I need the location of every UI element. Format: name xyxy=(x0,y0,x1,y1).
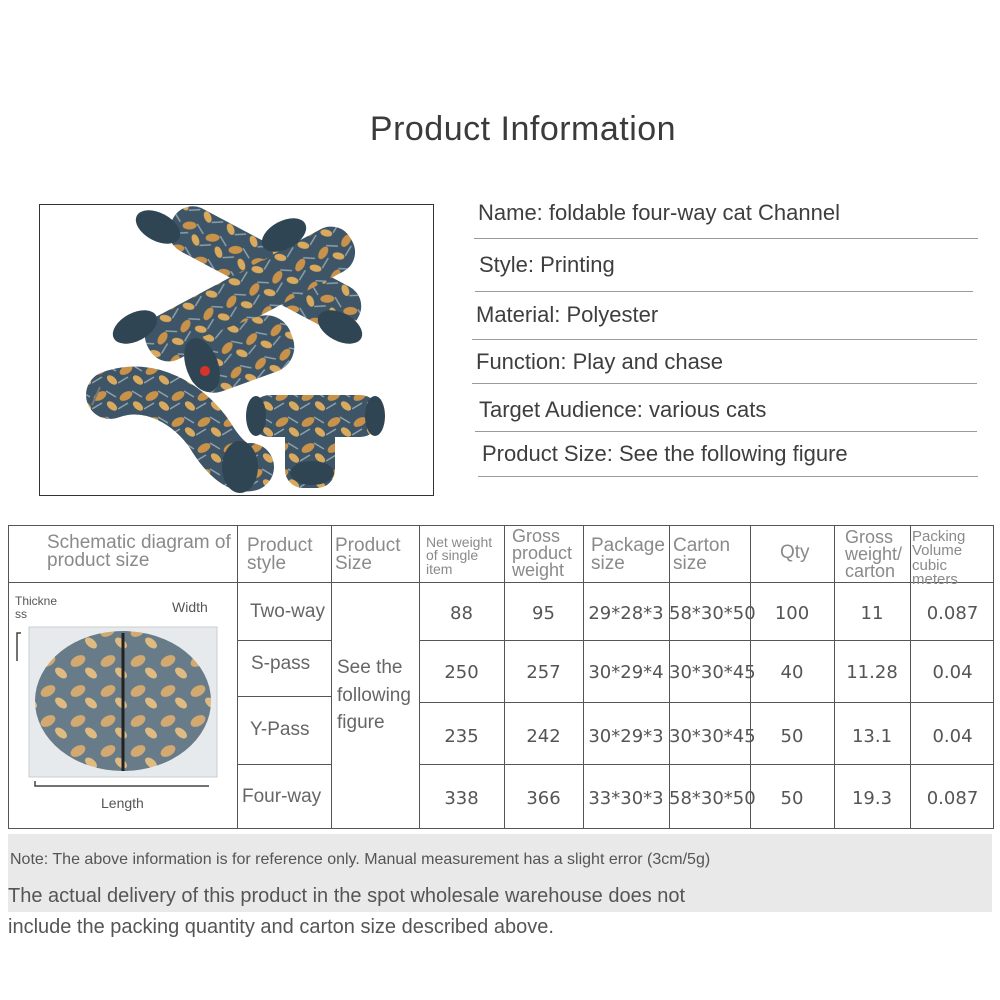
page-title: Product Information xyxy=(369,110,677,148)
info-function: Function: Play and chase xyxy=(472,349,977,384)
row1-carton: 58*30*50 xyxy=(669,603,756,624)
row4-gross: 366 xyxy=(526,788,561,809)
note-delivery-line1: The actual delivery of this product in the spot wholesale warehouse does not xyxy=(8,885,686,907)
row2-package: 30*29*4 xyxy=(588,662,664,683)
header-net-weight: Net weight of single item xyxy=(426,534,493,577)
row1-volume: 0.087 xyxy=(926,603,979,624)
note-reference: Note: The above information is for reference only. Manual measurement has a slight error (3cm/5g) xyxy=(10,851,711,868)
row4-qty: 50 xyxy=(780,788,804,809)
row3-gross-carton: 13.1 xyxy=(851,726,893,747)
diagram-length-label: Length xyxy=(101,795,144,811)
row2-net: 250 xyxy=(444,662,479,683)
row2-gross-carton: 11.28 xyxy=(846,662,898,683)
cat-tunnel-illustration xyxy=(40,205,433,495)
row3-package: 30*29*3 xyxy=(588,726,664,747)
info-target-audience: Target Audience: various cats xyxy=(475,397,977,432)
row2-carton: 30*30*45 xyxy=(669,662,756,683)
header-carton-size: Carton size xyxy=(673,535,731,575)
header-package-size: Package size xyxy=(591,535,665,575)
header-gross-carton: Gross weight/ carton xyxy=(845,527,903,582)
diagram-width-label: Width xyxy=(172,599,208,615)
diagram-thickness-label: Thickne ss xyxy=(15,594,58,621)
row4-net: 338 xyxy=(444,788,479,809)
row3-net: 235 xyxy=(444,726,479,747)
info-product-size: Product Size: See the following figure xyxy=(478,441,978,477)
row2-qty: 40 xyxy=(780,662,804,683)
schematic-diagram xyxy=(9,583,237,828)
header-schematic: Schematic diagram of product size xyxy=(47,532,231,572)
header-style: Product style xyxy=(247,535,313,575)
row4-carton: 58*30*50 xyxy=(669,788,756,809)
row2-gross: 257 xyxy=(526,662,561,683)
row1-net: 88 xyxy=(450,603,473,624)
row3-qty: 50 xyxy=(780,726,804,747)
row4-package: 33*30*3 xyxy=(588,788,664,809)
header-gross-weight: Gross product weight xyxy=(512,526,573,581)
style-two-way: Two-way xyxy=(250,601,325,622)
header-qty: Qty xyxy=(780,542,810,563)
row4-gross-carton: 19.3 xyxy=(851,788,893,809)
size-note: See the following figure xyxy=(337,657,411,734)
row3-carton: 30*30*45 xyxy=(669,726,756,747)
row1-gross-carton: 11 xyxy=(860,603,884,624)
row3-gross: 242 xyxy=(526,726,561,747)
row1-qty: 100 xyxy=(774,603,810,624)
row1-package: 29*28*3 xyxy=(588,603,664,624)
style-four-way: Four-way xyxy=(242,786,322,807)
folded-tunnel-illustration xyxy=(9,621,237,821)
header-size: Product Size xyxy=(335,535,401,575)
note-delivery-line2: include the packing quantity and carton size described above. xyxy=(8,916,554,938)
style-y-pass: Y-Pass xyxy=(250,719,310,740)
product-photo xyxy=(39,204,434,496)
row4-volume: 0.087 xyxy=(926,788,979,809)
info-material: Material: Polyester xyxy=(472,302,977,340)
row3-volume: 0.04 xyxy=(932,726,973,747)
style-s-pass: S-pass xyxy=(251,653,311,674)
row2-volume: 0.04 xyxy=(932,662,973,683)
row1-gross: 95 xyxy=(532,603,555,624)
product-spec-table xyxy=(8,525,994,829)
info-style: Style: Printing xyxy=(475,252,973,292)
info-name: Name: foldable four-way cat Channel xyxy=(474,200,978,239)
header-packing-volume: Packing Volume cubic meters xyxy=(912,530,966,587)
